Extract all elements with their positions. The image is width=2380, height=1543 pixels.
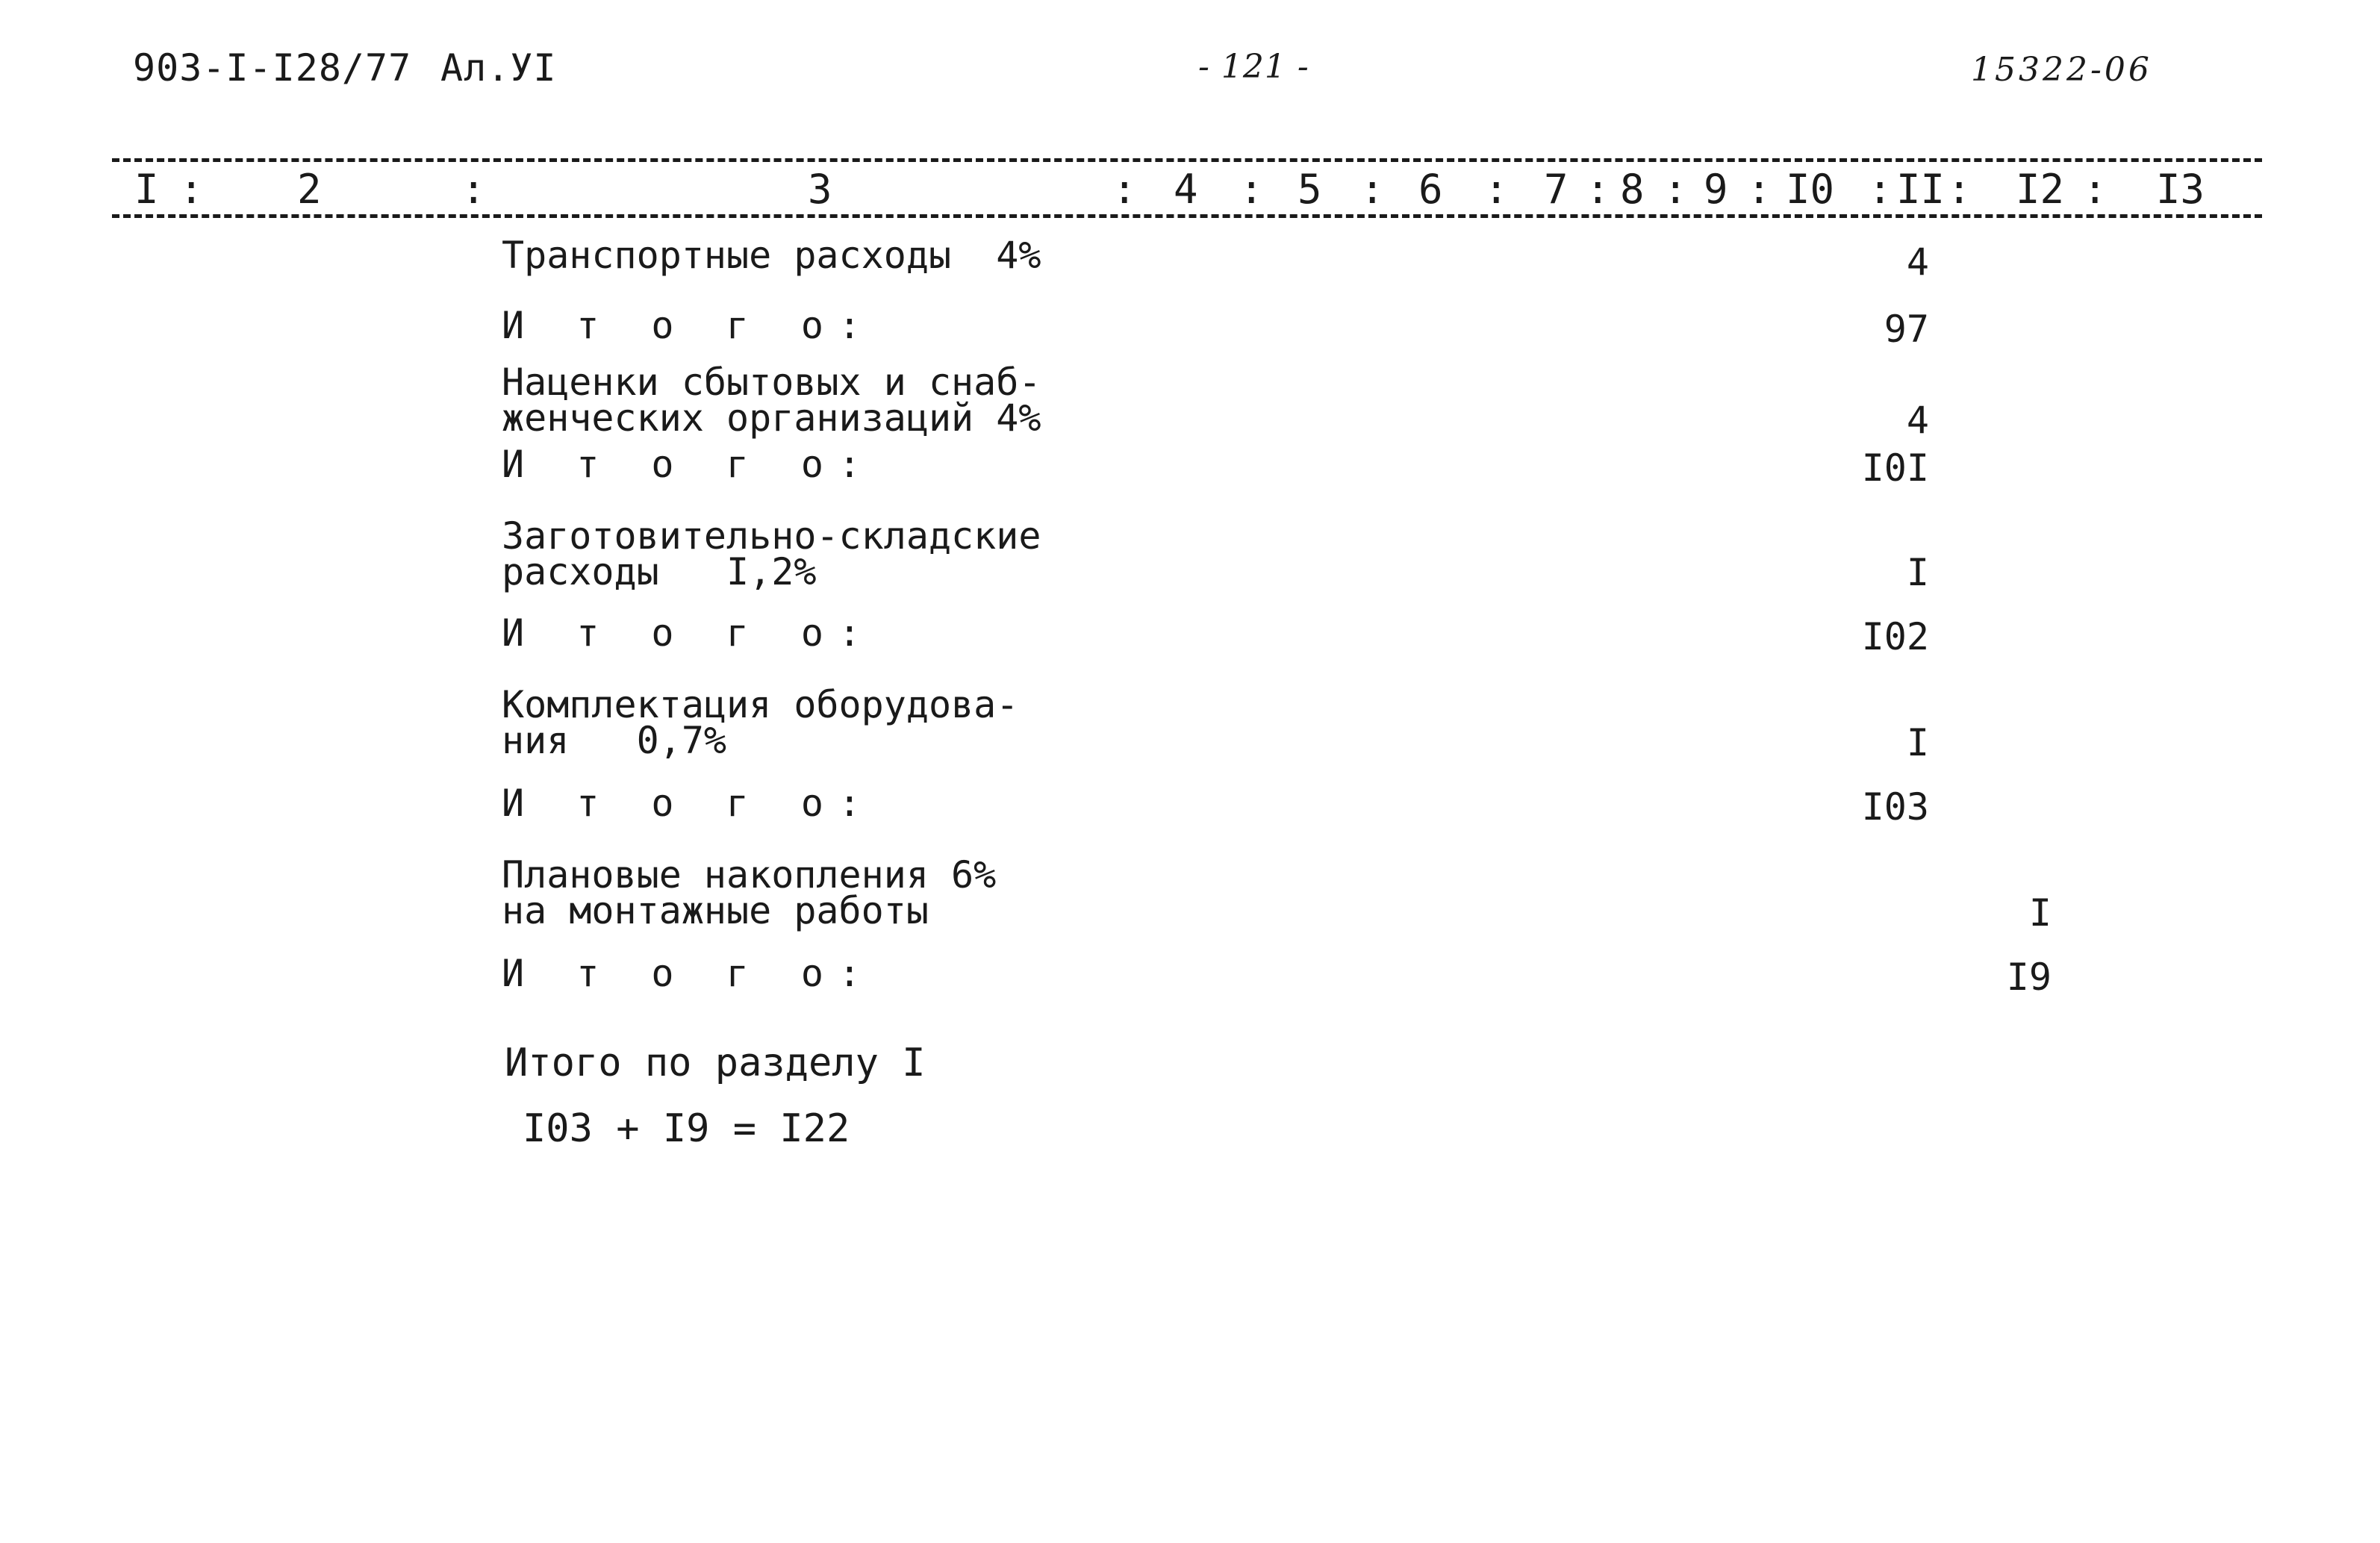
row-label: Плановые накопления 6% на монтажные работы [502,853,997,932]
column-number: 5 [1298,166,1322,213]
column-separator: : [1663,166,1688,213]
column-number: 2 [297,166,322,213]
document-code: 903-I-I28/77 [133,46,412,90]
section-total-equation: I03 + I9 = I22 [523,1106,850,1151]
column-separator: : [1586,166,1610,213]
column-12-value: I [2028,891,2052,935]
column-number: 8 [1620,166,1645,213]
column-number: II [1896,166,1946,213]
row-label: И т о г о: [502,782,876,825]
column-11-value: 97 [1884,308,1929,351]
row-label: Заготовительно-складские расходы I,2% [502,514,1041,593]
column-number: 9 [1704,166,1728,213]
column-11-value: I [1906,721,1929,764]
column-separator: : [1747,166,1772,213]
column-number: 3 [808,166,832,213]
column-separator: : [461,166,486,213]
row-label: И т о г о: [502,611,876,655]
column-separator: : [2083,166,2108,213]
column-number: I3 [2156,166,2205,213]
column-12-value: I9 [2006,956,2052,999]
table-header-top-rule [112,158,2262,162]
row-label: Комплектация оборудова- ния 0,7% [502,683,1019,762]
column-number: 7 [1544,166,1569,213]
column-separator: : [1239,166,1264,213]
row-label: Наценки сбытовых и снаб- женческих организаций 4% [502,361,1041,440]
section-total-title: Итого по разделу I [505,1041,926,1085]
page-number: - 121 - [1198,48,1309,86]
table-header-bottom-rule [112,214,2262,218]
column-number: I [134,166,159,213]
column-number: 6 [1418,166,1443,213]
row-label: И т о г о: [502,443,876,486]
archive-stamp: 15322-06 [1971,51,2152,89]
column-11-value: I [1906,551,1929,594]
album-number: Ал.УI [440,46,557,90]
row-label: И т о г о: [502,952,876,995]
column-11-value: 4 [1906,399,1929,442]
column-separator: : [179,166,204,213]
column-separator: : [1360,166,1385,213]
column-number: I2 [2016,166,2065,213]
column-number: I0 [1786,166,1835,213]
column-separator: : [1868,166,1893,213]
column-11-value: 4 [1906,240,1929,284]
column-separator: : [1947,166,1972,213]
column-separator: : [1484,166,1509,213]
column-11-value: I02 [1861,615,1929,658]
row-label: Транспортные расходы 4% [502,234,1041,277]
column-11-value: I03 [1861,785,1929,829]
row-label: И т о г о: [502,304,876,347]
column-11-value: I0I [1861,446,1929,490]
column-separator: : [1112,166,1137,213]
column-number: 4 [1174,166,1198,213]
